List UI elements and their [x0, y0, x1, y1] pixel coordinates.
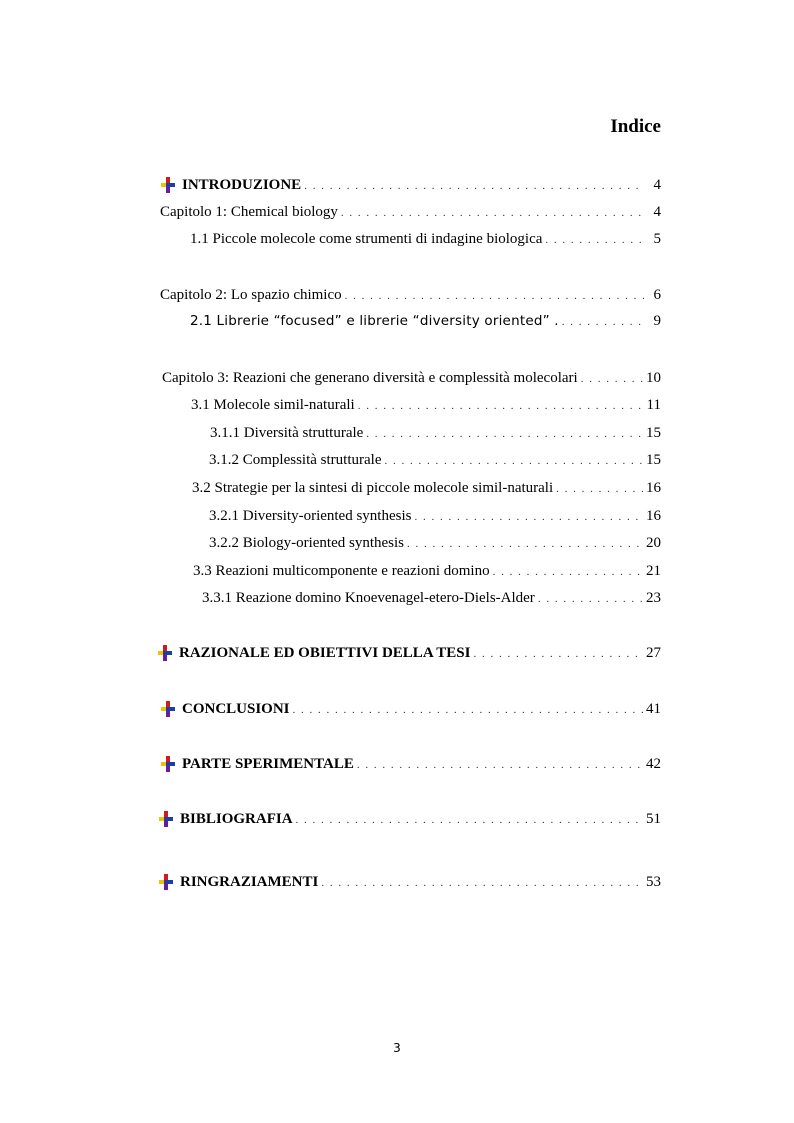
toc-entry-label: Capitolo 3: Reazioni che generano diversità e complessità molecolari: [162, 370, 578, 386]
toc-entry-label: 3.3.1 Reazione domino Knoevenagel-etero-Diels-Alder: [202, 590, 535, 606]
toc-entry-page: 42: [646, 756, 661, 772]
dot-leader: [293, 700, 643, 720]
toc-entry-page: 27: [646, 645, 661, 661]
toc-entry-page: 16: [646, 480, 661, 496]
toc-entry-page: 9: [653, 313, 661, 329]
toc-entry-razionale[interactable]: [157, 643, 661, 663]
toc-entry-3-3[interactable]: [193, 561, 661, 581]
toc-entry-label: Capitolo 1: Chemical biology: [160, 204, 338, 220]
toc-entry-3-2-1[interactable]: [209, 506, 661, 526]
toc-entry-label: 3.1.2 Complessità strutturale: [209, 452, 382, 468]
bullet-icon: [158, 811, 174, 827]
toc-entry-label: RAZIONALE ED OBIETTIVI DELLA TESI: [179, 645, 471, 661]
toc-title: Indice: [610, 116, 661, 137]
toc-entry-label: PARTE SPERIMENTALE: [182, 756, 354, 772]
dot-leader: [357, 755, 643, 775]
dot-leader: [358, 396, 644, 416]
toc-entry-label: 3.1.1 Diversità strutturale: [210, 425, 364, 441]
toc-entry-ringraziamenti[interactable]: [158, 872, 661, 892]
dot-leader: [304, 176, 644, 196]
dot-leader: [545, 230, 644, 250]
toc-entry-label: CONCLUSIONI: [182, 701, 290, 717]
bullet-icon: [158, 874, 174, 890]
toc-entry-page: 15: [646, 452, 661, 468]
toc-entry-3-1[interactable]: [191, 395, 661, 415]
toc-entry-label: 3.2.1 Diversity-oriented synthesis: [209, 508, 412, 524]
toc-entry-page: 4: [653, 204, 661, 220]
toc-entry-3-1-1[interactable]: [210, 423, 661, 443]
dot-leader: [341, 203, 644, 223]
dot-leader: [321, 873, 643, 893]
toc-entry-parte-sperimentale[interactable]: [160, 754, 661, 774]
dot-leader: [562, 312, 644, 332]
bullet-icon: [160, 756, 176, 772]
toc-entry-page: 41: [646, 701, 661, 717]
toc-entry-label: 1.1 Piccole molecole come strumenti di indagine biologica: [190, 231, 543, 247]
toc-entry-page: 15: [646, 425, 661, 441]
toc-entry-page: 21: [646, 563, 661, 579]
toc-entry-label: 2.1 Librerie “focused” e librerie “diversity oriented” .: [190, 313, 559, 329]
toc-entry-introduzione[interactable]: [160, 175, 661, 195]
bullet-icon: [160, 701, 176, 717]
toc-entry-capitolo-3[interactable]: [162, 368, 661, 388]
toc-entry-label: 3.2.2 Biology-oriented synthesis: [209, 535, 404, 551]
toc-entry-2-1[interactable]: [190, 311, 661, 331]
toc-entry-1-1[interactable]: [190, 229, 661, 249]
page-number: 3: [393, 1041, 401, 1055]
dot-leader: [493, 562, 643, 582]
toc-entry-3-1-2[interactable]: [209, 450, 661, 470]
toc-entry-page: 11: [646, 397, 661, 413]
toc-entry-3-3-1[interactable]: [202, 588, 661, 608]
toc-entry-3-2[interactable]: [192, 478, 661, 498]
dot-leader: [384, 451, 643, 471]
dot-leader: [407, 534, 643, 554]
toc-entry-page: 6: [653, 287, 661, 303]
dot-leader: [556, 479, 643, 499]
toc-entry-label: 3.2 Strategie per la sintesi di piccole molecole simil-naturali: [192, 480, 554, 496]
toc-entry-page: 23: [646, 590, 661, 606]
toc-entry-capitolo-1[interactable]: [160, 202, 661, 222]
toc-entry-page: 20: [646, 535, 661, 551]
toc-entry-page: 4: [653, 177, 661, 193]
toc-entry-page: 10: [646, 370, 661, 386]
toc-entry-conclusioni[interactable]: [160, 699, 661, 719]
toc-entry-page: 5: [653, 231, 661, 247]
dot-leader: [474, 644, 644, 664]
toc-entry-capitolo-2[interactable]: [160, 285, 661, 305]
dot-leader: [538, 589, 643, 609]
toc-entry-label: 3.1 Molecole simil-naturali: [191, 397, 355, 413]
dot-leader: [414, 507, 643, 527]
dot-leader: [345, 286, 644, 306]
toc-entry-label: Capitolo 2: Lo spazio chimico: [160, 287, 342, 303]
bullet-icon: [160, 177, 176, 193]
toc-entry-label: RINGRAZIAMENTI: [180, 874, 319, 890]
toc-entry-bibliografia[interactable]: [158, 809, 661, 829]
toc-entry-page: 16: [646, 508, 661, 524]
toc-entry-page: 51: [646, 811, 661, 827]
bullet-icon: [157, 645, 173, 661]
toc-entry-3-2-2[interactable]: [209, 533, 661, 553]
toc-entry-label: 3.3 Reazioni multicomponente e reazioni domino: [193, 563, 490, 579]
toc-entry-page: 53: [646, 874, 661, 890]
dot-leader: [366, 424, 643, 444]
toc-entry-label: BIBLIOGRAFIA: [180, 811, 293, 827]
toc-entry-label: INTRODUZIONE: [182, 177, 302, 193]
dot-leader: [296, 810, 643, 830]
dot-leader: [581, 369, 643, 389]
